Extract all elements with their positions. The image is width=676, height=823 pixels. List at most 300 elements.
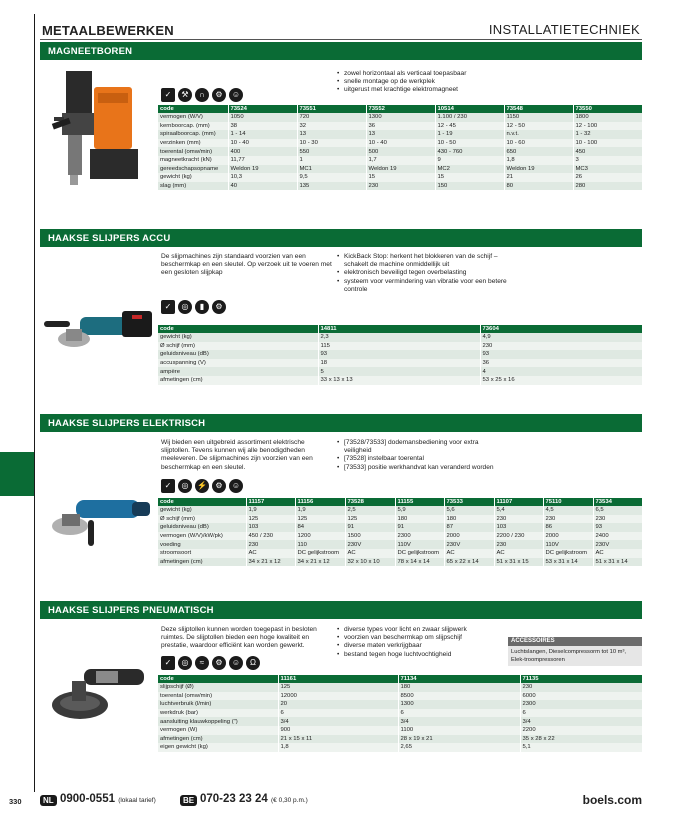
spec-value: 135	[297, 182, 366, 191]
nl-phone[interactable]	[60, 793, 156, 805]
disc-icon: ◎	[178, 656, 192, 670]
spec-label: slijpschijf (Ø)	[158, 683, 278, 692]
spec-value: 1800	[573, 113, 642, 122]
section-title-pneumatisch: HAAKSE SLIJPERS PNEUMATISCH	[40, 601, 642, 619]
spec-value: 103	[494, 523, 543, 532]
electric-grinder-image	[40, 438, 154, 586]
list-item: • voorzien van beschermkap om slijpschijf	[337, 634, 505, 642]
accessoires-text: Luchtslangen, Dieselcompressorm tot 10 m³, Elek-troompressoren	[508, 646, 642, 666]
spec-value: 10 - 60	[504, 139, 573, 148]
spec-value: 80	[504, 182, 573, 191]
spec-value: 550	[297, 147, 366, 156]
spec-label: accuspanning (V)	[158, 359, 318, 368]
elektrisch-bullets	[337, 439, 507, 472]
spec-value: 2200 / 230	[494, 532, 543, 541]
table-row	[158, 359, 642, 368]
spec-value: 10 - 50	[435, 139, 504, 148]
spec-value: 93	[593, 523, 642, 532]
table-row	[158, 735, 642, 744]
section-tab	[0, 452, 34, 496]
column-header-product: 11155	[395, 498, 444, 506]
spec-value: 1,8	[278, 743, 398, 752]
table-row	[158, 173, 642, 182]
spec-label: vermogen (W)	[158, 726, 278, 735]
spec-value: 230	[593, 515, 642, 524]
nl-phone-number[interactable]: 0900-0551	[60, 793, 115, 805]
column-header-code: code	[158, 675, 278, 683]
spec-value: 1,7	[366, 156, 435, 165]
spec-value: 9,5	[297, 173, 366, 182]
spec-value: 9	[435, 156, 504, 165]
spec-label: magneetkracht (kN)	[158, 156, 228, 165]
spec-value: 3/4	[520, 717, 642, 726]
spec-value: MC3	[573, 165, 642, 174]
spec-value: 720	[297, 113, 366, 122]
table-row	[158, 147, 642, 156]
spec-value: 53 x 25 x 16	[480, 376, 642, 385]
pneumatic-grinder-image	[40, 625, 154, 775]
spec-label: vermogen (W/V)	[158, 113, 228, 122]
ear-protection-icon: Ω	[246, 656, 260, 670]
table-header-row	[158, 498, 642, 506]
spec-value: 2000	[543, 532, 593, 541]
table-row	[158, 333, 642, 342]
spec-value: 230	[494, 540, 543, 549]
spec-value: 650	[504, 147, 573, 156]
disc-icon: ◎	[178, 479, 192, 493]
table-row	[158, 165, 642, 174]
spec-value: 2,3	[318, 333, 480, 342]
spec-value: 900	[278, 726, 398, 735]
spec-value: 53 x 31 x 14	[543, 558, 593, 567]
column-header-product: 73524	[228, 105, 297, 113]
spec-value: 280	[573, 182, 642, 191]
spec-value: 40	[228, 182, 297, 191]
accu-spec-table	[158, 325, 643, 385]
spec-value: 1,9	[295, 506, 345, 515]
spec-value: 36	[480, 359, 642, 368]
spec-value: 86	[543, 523, 593, 532]
spec-value: 36	[366, 122, 435, 131]
table-row	[158, 113, 642, 122]
spec-value: 2,65	[398, 743, 520, 752]
spec-value: 65 x 22 x 14	[444, 558, 494, 567]
disc-icon: ◎	[178, 300, 192, 314]
spec-value: 230	[246, 540, 295, 549]
spec-label: eigen gewicht (kg)	[158, 743, 278, 752]
drill-icon: ⚒	[178, 88, 192, 102]
column-header-product: 75110	[543, 498, 593, 506]
spec-value: 450	[573, 147, 642, 156]
accu-bullets	[337, 253, 507, 294]
spec-value: 15	[435, 173, 504, 182]
be-badge: BE	[180, 795, 197, 806]
column-header-code: code	[158, 325, 318, 333]
plug-icon: ⚡	[195, 479, 209, 493]
spec-value: 1100	[398, 726, 520, 735]
spec-label: afmetingen (cm)	[158, 376, 318, 385]
spec-label: gereedschapsopname	[158, 165, 228, 174]
page-margin-line	[34, 14, 35, 792]
spec-value: 2300	[395, 532, 444, 541]
table-row	[158, 558, 642, 567]
table-row	[158, 182, 642, 191]
list-item: • snelle montage op de werkplek	[337, 78, 637, 86]
spec-value: 400	[228, 147, 297, 156]
magneetboren-spec-table	[158, 105, 643, 190]
table-row	[158, 515, 642, 524]
column-header-product: 73548	[504, 105, 573, 113]
column-header-code: code	[158, 105, 228, 113]
spec-value: AC	[345, 549, 395, 558]
spec-value: 93	[318, 350, 480, 359]
spec-value: 87	[444, 523, 494, 532]
guarantee-icon: ✓	[161, 479, 175, 493]
table-row	[158, 122, 642, 131]
battery-icon: ▮	[195, 300, 209, 314]
column-header-product: 73528	[345, 498, 395, 506]
spec-value: n.v.t.	[504, 130, 573, 139]
service-icon: ⚙	[212, 88, 226, 102]
spec-value: 38	[228, 122, 297, 131]
safety-icon: ☺	[229, 656, 243, 670]
spec-label: stroomsoort	[158, 549, 246, 558]
table-row	[158, 540, 642, 549]
spec-value: 2000	[444, 532, 494, 541]
list-item: • [73528/73533] dodemansbediening voor extra veiligheid	[337, 439, 507, 455]
spec-value: 1,8	[504, 156, 573, 165]
spec-value: 10 - 30	[297, 139, 366, 148]
spec-value: 1 - 19	[435, 130, 504, 139]
be-phone-note: (€ 0,30 p.m.)	[271, 797, 308, 804]
spec-value: Weldon 19	[228, 165, 297, 174]
spec-value: AC	[444, 549, 494, 558]
table-row	[158, 683, 642, 692]
column-header-product: 71135	[520, 675, 642, 683]
feature-icons	[161, 479, 243, 493]
table-row	[158, 523, 642, 532]
pneumatisch-bullets	[337, 626, 505, 659]
spec-value: AC	[246, 549, 295, 558]
spec-value: 15	[366, 173, 435, 182]
spec-value: 34 x 21 x 12	[295, 558, 345, 567]
service-icon: ⚙	[212, 656, 226, 670]
spec-value: 1.100 / 230	[435, 113, 504, 122]
list-item: • [73528] instelbaar toerental	[337, 455, 507, 463]
spec-value: 21 x 15 x 11	[278, 735, 398, 744]
spec-value: 13	[366, 130, 435, 139]
table-row	[158, 367, 642, 376]
spec-value: 34 x 21 x 12	[246, 558, 295, 567]
spec-label: Ø schijf (mm)	[158, 342, 318, 351]
spec-value: 230	[494, 515, 543, 524]
spec-value: 18	[318, 359, 480, 368]
spec-label: gewicht (kg)	[158, 173, 228, 182]
spec-value: Weldon 19	[504, 165, 573, 174]
spec-value: 230V	[593, 540, 642, 549]
website-link[interactable]: boels.com	[582, 793, 642, 807]
spec-value: 10 - 40	[366, 139, 435, 148]
guarantee-icon: ✓	[161, 656, 175, 670]
spec-value: 6	[520, 709, 642, 718]
spec-label: gewicht (kg)	[158, 506, 246, 515]
spec-label: verzinken (mm)	[158, 139, 228, 148]
spec-value: 180	[395, 515, 444, 524]
spec-value: 91	[395, 523, 444, 532]
table-row	[158, 506, 642, 515]
column-header-product: 73533	[444, 498, 494, 506]
table-row	[158, 700, 642, 709]
spec-value: 10,3	[228, 173, 297, 182]
section-title-accu: HAAKSE SLIJPERS ACCU	[40, 229, 642, 247]
list-item: • zowel horizontaal als verticaal toepasbaar	[337, 70, 637, 78]
spec-value: 103	[246, 523, 295, 532]
column-header-product: 73604	[480, 325, 642, 333]
list-item: • systeem voor vermindering van vibratie voor een betere controle	[337, 278, 507, 294]
spec-value: 91	[345, 523, 395, 532]
page-footer	[0, 792, 676, 812]
spec-value: 115	[318, 342, 480, 351]
spec-value: 110V	[395, 540, 444, 549]
column-header-product: 11161	[278, 675, 398, 683]
spec-value: 110V	[543, 540, 593, 549]
table-row	[158, 350, 642, 359]
spec-value: 21	[504, 173, 573, 182]
spec-label: voeding	[158, 540, 246, 549]
column-header-product: 73551	[297, 105, 366, 113]
spec-value: 1,9	[246, 506, 295, 515]
table-row	[158, 376, 642, 385]
spec-value: AC	[593, 549, 642, 558]
table-row	[158, 717, 642, 726]
table-row	[158, 342, 642, 351]
spec-value: 5,4	[494, 506, 543, 515]
column-header-product: 11157	[246, 498, 295, 506]
spec-value: 10 - 40	[228, 139, 297, 148]
category-title: METAALBEWERKEN	[42, 23, 174, 38]
column-header-product: 11156	[295, 498, 345, 506]
spec-value: 51 x 31 x 15	[494, 558, 543, 567]
nl-badge: NL	[40, 795, 57, 806]
spec-label: toerental (omw/min)	[158, 147, 228, 156]
spec-value: 230	[480, 342, 642, 351]
be-phone[interactable]	[200, 793, 308, 805]
spec-value: DC gelijkstroom	[295, 549, 345, 558]
list-item: • elektronisch beveiligd tegen overbelasting	[337, 269, 507, 277]
table-header-row	[158, 105, 642, 113]
service-icon: ⚙	[212, 479, 226, 493]
spec-value: 6000	[520, 692, 642, 701]
spec-value: 4,9	[480, 333, 642, 342]
feature-icons	[161, 88, 243, 102]
spec-label: aansluiting klauwkoppeling (")	[158, 717, 278, 726]
spec-value: 8500	[398, 692, 520, 701]
spec-value: 32	[297, 122, 366, 131]
spec-value: 12 - 45	[435, 122, 504, 131]
safety-icon: ☺	[229, 88, 243, 102]
spec-value: 3	[573, 156, 642, 165]
spec-value: 500	[366, 147, 435, 156]
pneumatisch-spec-table	[158, 675, 643, 752]
guarantee-icon: ✓	[161, 300, 175, 314]
table-row	[158, 692, 642, 701]
spec-value: 6,5	[593, 506, 642, 515]
accu-description: De slijpmachines zijn standaard voorzien van een beschermkap en een sleutel. Op verzoek uit te voeren met een gesloten slijpkap	[161, 253, 332, 277]
spec-value: 180	[398, 683, 520, 692]
accessoires-title: ACCESSOIRES	[508, 637, 642, 646]
nl-phone-note: (lokaal tarief)	[118, 797, 156, 804]
spec-value: DC gelijkstroom	[395, 549, 444, 558]
page-number: 330	[9, 797, 22, 806]
spec-value: 1300	[398, 700, 520, 709]
spec-label: toerental (omw/min)	[158, 692, 278, 701]
list-item: • diverse types voor licht en zwaar slijpwerk	[337, 626, 505, 634]
pneumatisch-description: Deze slijptollen kunnen worden toegepast in besloten ruimtes. De slijptollen bieden een hoge kwaliteit en prestatie, waardoor efficiënt kan worden gewerkt.	[161, 626, 317, 650]
list-item: • KickBack Stop: herkent het blokkeren van de schijf – schakelt de machine onmiddellijk uit	[337, 253, 507, 269]
spec-value: 1	[297, 156, 366, 165]
spec-label: geluidsniveau (dB)	[158, 523, 246, 532]
table-row	[158, 726, 642, 735]
header-divider	[40, 39, 642, 40]
spec-value: AC	[494, 549, 543, 558]
magnetic-drill-image	[40, 65, 154, 197]
table-header-row	[158, 675, 642, 683]
spec-value: 93	[480, 350, 642, 359]
spec-value: 51 x 31 x 14	[593, 558, 642, 567]
subcategory-title: INSTALLATIETECHNIEK	[488, 22, 640, 37]
spec-value: 12000	[278, 692, 398, 701]
spec-label: geluidsniveau (dB)	[158, 350, 318, 359]
magnet-icon: ∩	[195, 88, 209, 102]
column-header-product: 11107	[494, 498, 543, 506]
spec-label: ampère	[158, 367, 318, 376]
safety-icon: ☺	[229, 479, 243, 493]
spec-label: kernboorcap. (mm)	[158, 122, 228, 131]
column-header-product: 10514	[435, 105, 504, 113]
spec-label: vermogen (W/V)/kW/pk)	[158, 532, 246, 541]
spec-value: 5,6	[444, 506, 494, 515]
table-row	[158, 743, 642, 752]
spec-value: Weldon 19	[366, 165, 435, 174]
spec-value: 12 - 100	[573, 122, 642, 131]
spec-value: 125	[246, 515, 295, 524]
spec-value: 2400	[593, 532, 642, 541]
spec-value: 230	[520, 683, 642, 692]
spec-label: werkdruk (bar)	[158, 709, 278, 718]
spec-value: 13	[297, 130, 366, 139]
spec-label: afmetingen (cm)	[158, 558, 246, 567]
spec-value: 1200	[295, 532, 345, 541]
spec-label: Ø schijf (mm)	[158, 515, 246, 524]
spec-label: gewicht (kg)	[158, 333, 318, 342]
spec-value: 1 - 32	[573, 130, 642, 139]
spec-value: 110	[295, 540, 345, 549]
spec-value: 1150	[504, 113, 573, 122]
spec-value: 125	[345, 515, 395, 524]
spec-value: 150	[435, 182, 504, 191]
spec-value: 230V	[345, 540, 395, 549]
spec-value: 32 x 10 x 10	[345, 558, 395, 567]
spec-value: 230	[543, 515, 593, 524]
table-row	[158, 139, 642, 148]
spec-label: spiraalboorcap. (mm)	[158, 130, 228, 139]
table-header-row	[158, 325, 642, 333]
spec-label: luchtverbruik (l/min)	[158, 700, 278, 709]
air-icon: ≈	[195, 656, 209, 670]
spec-value: 2200	[520, 726, 642, 735]
spec-value: 2,5	[345, 506, 395, 515]
list-item: • uitgerust met krachtige elektromagneet	[337, 86, 637, 94]
spec-value: 230V	[444, 540, 494, 549]
spec-value: 33 x 13 x 13	[318, 376, 480, 385]
spec-value: 84	[295, 523, 345, 532]
spec-value: 12 - 50	[504, 122, 573, 131]
accessoires-box	[508, 637, 642, 666]
spec-value: 2300	[520, 700, 642, 709]
list-item: • [73533] positie werkhandvat kan veranderd worden	[337, 464, 507, 472]
service-icon: ⚙	[212, 300, 226, 314]
page-header	[40, 18, 644, 40]
spec-value: MC1	[297, 165, 366, 174]
spec-value: 180	[444, 515, 494, 524]
spec-value: 26	[573, 173, 642, 182]
spec-value: 11,77	[228, 156, 297, 165]
be-phone-number[interactable]: 070-23 23 24	[200, 793, 268, 805]
spec-value: 1050	[228, 113, 297, 122]
spec-value: 450 / 230	[246, 532, 295, 541]
spec-value: MC2	[435, 165, 504, 174]
spec-value: 10 - 100	[573, 139, 642, 148]
feature-icons	[161, 300, 226, 314]
spec-value: 28 x 19 x 21	[398, 735, 520, 744]
spec-value: 430 - 760	[435, 147, 504, 156]
spec-value: 1500	[345, 532, 395, 541]
column-header-product: 73534	[593, 498, 642, 506]
column-header-product: 71134	[398, 675, 520, 683]
spec-value: 5,9	[395, 506, 444, 515]
spec-value: 6	[278, 709, 398, 718]
column-header-product: 73552	[366, 105, 435, 113]
guarantee-icon: ✓	[161, 88, 175, 102]
table-row	[158, 532, 642, 541]
spec-value: 5,1	[520, 743, 642, 752]
spec-value: 6	[398, 709, 520, 718]
spec-value: 3/4	[398, 717, 520, 726]
spec-value: 1300	[366, 113, 435, 122]
spec-value: 78 x 14 x 14	[395, 558, 444, 567]
spec-label: slag (mm)	[158, 182, 228, 191]
column-header-product: 73550	[573, 105, 642, 113]
spec-value: DC gelijkstroom	[543, 549, 593, 558]
column-header-product: 14811	[318, 325, 480, 333]
spec-value: 125	[278, 683, 398, 692]
spec-value: 4,5	[543, 506, 593, 515]
spec-value: 3/4	[278, 717, 398, 726]
table-row	[158, 709, 642, 718]
feature-icons	[161, 656, 260, 670]
magneetboren-bullets	[337, 70, 637, 95]
spec-value: 1 - 14	[228, 130, 297, 139]
list-item: • diverse maten verkrijgbaar	[337, 642, 505, 650]
spec-value: 35 x 28 x 22	[520, 735, 642, 744]
spec-label: afmetingen (cm)	[158, 735, 278, 744]
spec-value: 4	[480, 367, 642, 376]
elektrisch-spec-table	[158, 498, 643, 566]
cordless-grinder-image	[40, 253, 154, 399]
table-row	[158, 549, 642, 558]
elektrisch-description: Wij bieden een uitgebreid assortiment elektrische slijptollen. Tevens kunnen wij alle benodigdheden meeleveren. De slijpmachines zijn voorzien van een beschermkap en een sleutel.	[161, 439, 313, 471]
column-header-code: code	[158, 498, 246, 506]
